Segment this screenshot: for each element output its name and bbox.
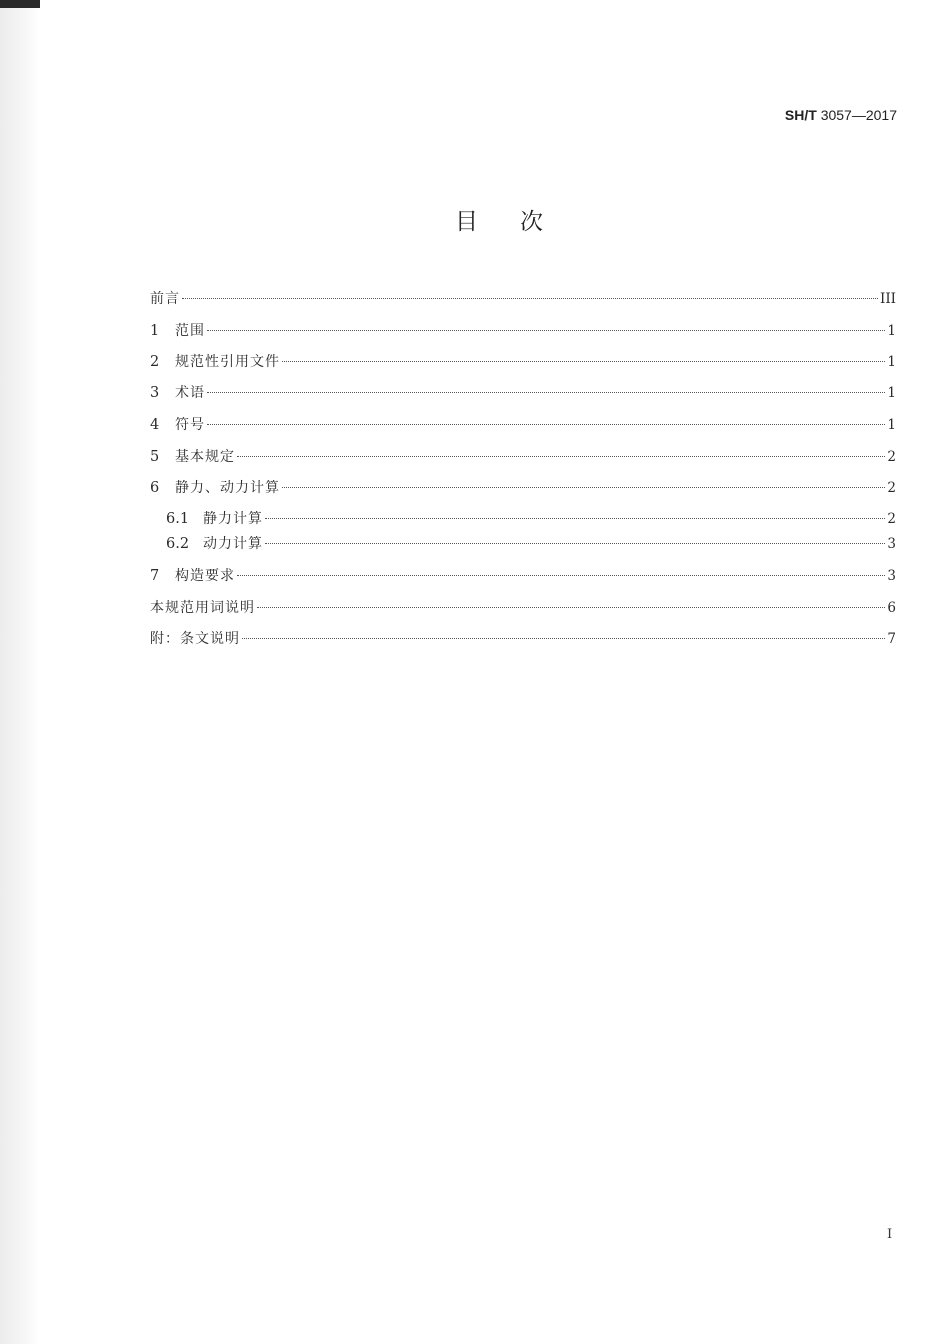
toc-entry-label: 静力、动力计算: [175, 480, 280, 496]
toc-entry-page: 7: [887, 631, 896, 647]
toc-entry-label: 范围: [175, 323, 205, 339]
toc-entry-7[interactable]: [150, 565, 896, 585]
toc-leader-dots: [242, 638, 885, 639]
toc-entry-number: 2: [150, 354, 160, 370]
toc-entry-1[interactable]: [150, 320, 896, 340]
toc-leader-dots: [265, 518, 885, 519]
toc-entry-page: 1: [887, 323, 896, 339]
toc-entry-page: 2: [887, 511, 896, 527]
toc-leader-dots: [207, 330, 885, 331]
toc-entry-number: 6: [150, 480, 160, 496]
toc-entry-page: 2: [887, 480, 896, 496]
toc-entry-foreword[interactable]: [150, 288, 896, 308]
page-title: 目次: [455, 209, 585, 235]
toc-entry-page: 2: [887, 449, 896, 465]
toc-entry-appendix[interactable]: [150, 628, 896, 648]
toc-entry-label: 符号: [175, 417, 205, 433]
standard-code-prefix: SH/T: [784, 107, 817, 123]
standard-code-number: 3057—2017: [816, 107, 897, 123]
toc-entry-4[interactable]: [150, 414, 896, 434]
scan-mark: [0, 0, 40, 8]
toc-entry-5[interactable]: [150, 446, 896, 466]
scan-edge: [0, 0, 40, 1344]
toc-leader-dots: [237, 575, 885, 576]
toc-leader-dots: [282, 487, 885, 488]
toc-leader-dots: [207, 424, 885, 425]
toc-entry-page: 1: [887, 354, 896, 370]
toc-entry-label: 规范性引用文件: [175, 354, 280, 370]
toc-leader-dots: [207, 392, 885, 393]
toc-entry-page: 1: [887, 417, 896, 433]
toc-leader-dots: [265, 543, 885, 544]
toc-entry-label: 动力计算: [203, 536, 263, 552]
toc-entry-page: 1: [887, 385, 896, 401]
toc-entry-label: 术语: [175, 385, 205, 401]
toc-leader-dots: [237, 456, 885, 457]
standard-code: [785, 107, 897, 123]
toc-entry-3[interactable]: [150, 382, 896, 402]
toc-entry-page: 3: [887, 568, 896, 584]
toc-entry-label: 构造要求: [175, 568, 235, 584]
toc-entry-6[interactable]: [150, 477, 896, 497]
toc-entry-2[interactable]: [150, 351, 896, 371]
toc-entry-number: 1: [150, 323, 160, 339]
toc-entry-number: 6.1: [166, 511, 190, 527]
toc-entry-label: 附：条文说明: [150, 631, 240, 647]
toc-entry-number: 4: [150, 417, 160, 433]
toc-entry-page: 6: [887, 600, 896, 616]
toc-entry-label: 静力计算: [203, 511, 263, 527]
page-number: I: [887, 1227, 893, 1242]
toc-entry-page: III: [880, 291, 896, 307]
toc-entry-number: 7: [150, 568, 160, 584]
toc-leader-dots: [257, 607, 885, 608]
toc-entry-number: 6.2: [166, 536, 190, 552]
toc-entry-label: 前言: [150, 291, 180, 307]
toc-entry-6-2[interactable]: [166, 533, 896, 553]
toc-leader-dots: [282, 361, 885, 362]
toc-entry-terms-explanation[interactable]: [150, 597, 896, 617]
toc-entry-page: 3: [887, 536, 896, 552]
toc-entry-number: 3: [150, 385, 160, 401]
toc-leader-dots: [182, 298, 878, 299]
toc-entry-label: 基本规定: [175, 449, 235, 465]
toc-entry-label: 本规范用词说明: [150, 600, 255, 616]
toc-entry-number: 5: [150, 449, 160, 465]
toc-entry-6-1[interactable]: [166, 508, 896, 528]
